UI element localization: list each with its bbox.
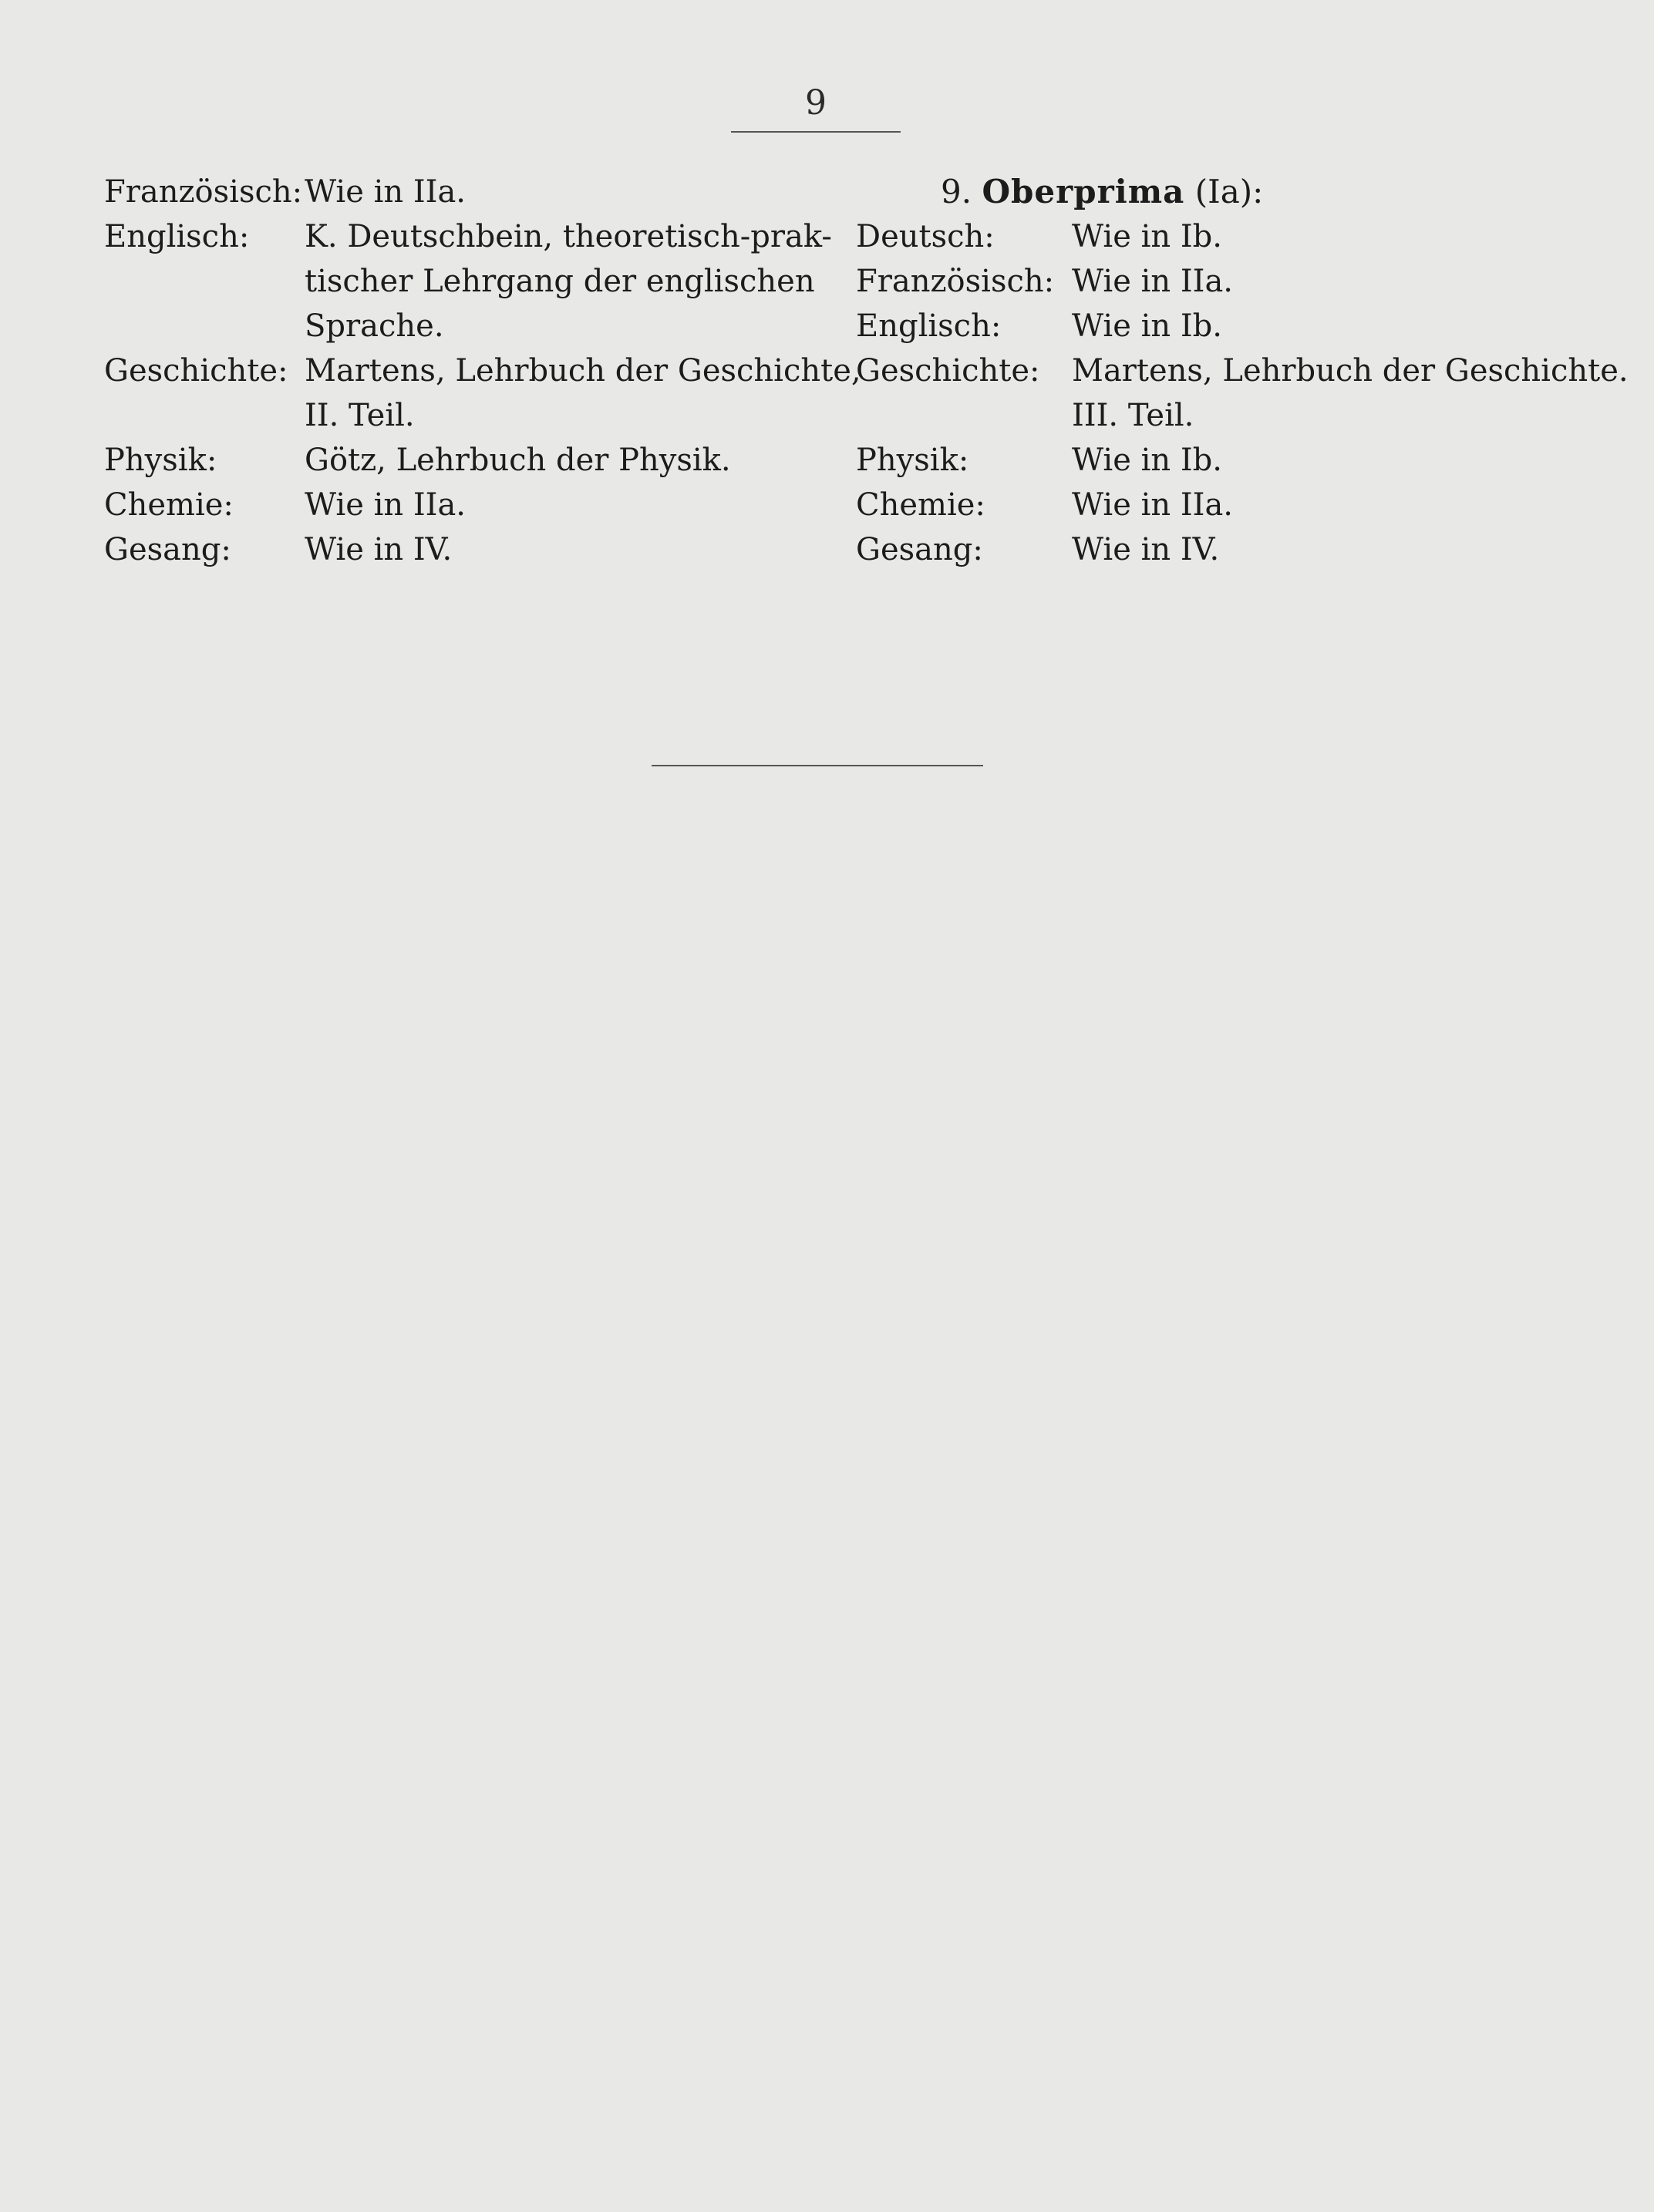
subject-row [856, 483, 1550, 527]
textbook-line: III. Teil. [1072, 398, 1194, 433]
textbook-entry [1072, 348, 1629, 438]
subject-label: Englisch: [104, 219, 250, 254]
textbook-entry [1072, 483, 1550, 527]
section-heading [856, 170, 1550, 214]
subject-label: Physik: [104, 443, 217, 478]
section-class-code: (Ia): [1194, 173, 1264, 210]
section-title: Oberprima [982, 173, 1185, 210]
textbook-line: Sprache. [305, 308, 444, 344]
subject-label: Physik: [856, 443, 969, 478]
textbook-line: Martens, Lehrbuch der Geschichte, [305, 353, 861, 389]
right-column [856, 170, 1629, 572]
textbook-line: Martens, Lehrbuch der Geschichte. [1072, 353, 1629, 389]
textbook-line: Wie in Ib. [1072, 308, 1222, 344]
textbook-line: Götz, Lehrbuch der Physik. [305, 443, 731, 478]
textbook-entry [1072, 438, 1550, 483]
textbook-line: Wie in IIa. [1072, 487, 1234, 523]
subject-row [104, 348, 861, 438]
subject-row [856, 214, 1550, 259]
subject-row [856, 348, 1629, 438]
subject-label: Geschichte: [856, 353, 1040, 389]
textbook-entry [1072, 214, 1550, 259]
subject-label: Französisch: [104, 174, 303, 210]
textbook-entry [1072, 527, 1550, 572]
subject-row [104, 483, 798, 527]
textbook-entry [305, 348, 861, 438]
textbook-line: K. Deutschbein, theoretisch-prak- [305, 219, 832, 254]
subject-label: Chemie: [856, 487, 985, 523]
subject-label: Englisch: [856, 308, 1002, 344]
left-column [104, 170, 861, 572]
section-number: 9. [941, 173, 972, 210]
header-rule [731, 131, 901, 133]
textbook-line: Wie in IV. [1072, 532, 1220, 567]
textbook-line: II. Teil. [305, 398, 415, 433]
subject-label: Französisch: [856, 264, 1055, 299]
subject-row [856, 304, 1550, 348]
subject-label: Gesang: [104, 532, 231, 567]
textbook-line: Wie in Ib. [1072, 443, 1222, 478]
textbook-line: Wie in Ib. [1072, 219, 1222, 254]
textbook-entry [1072, 259, 1550, 304]
subject-row [104, 170, 798, 214]
textbook-entry [305, 483, 798, 527]
subject-row [104, 527, 798, 572]
subject-row [104, 438, 798, 483]
textbook-line: tischer Lehrgang der englischen [305, 264, 815, 299]
textbook-line: Wie in IIa. [1072, 264, 1234, 299]
subject-row [104, 214, 832, 348]
textbook-entry [305, 170, 798, 214]
closing-rule [652, 765, 983, 766]
subject-label: Geschichte: [104, 353, 288, 389]
textbook-line: Wie in IIa. [305, 174, 467, 210]
page-number: 9 [805, 83, 827, 123]
subject-label: Deutsch: [856, 219, 995, 254]
subject-label: Chemie: [104, 487, 234, 523]
textbook-entry [305, 527, 798, 572]
textbook-entry [305, 438, 798, 483]
subject-label: Gesang: [856, 532, 983, 567]
subject-row [856, 259, 1550, 304]
textbook-entry [305, 214, 832, 348]
textbook-line: Wie in IV. [305, 532, 453, 567]
textbook-line: Wie in IIa. [305, 487, 467, 523]
textbook-entry [1072, 304, 1550, 348]
subject-row [856, 438, 1550, 483]
subject-row [856, 527, 1550, 572]
